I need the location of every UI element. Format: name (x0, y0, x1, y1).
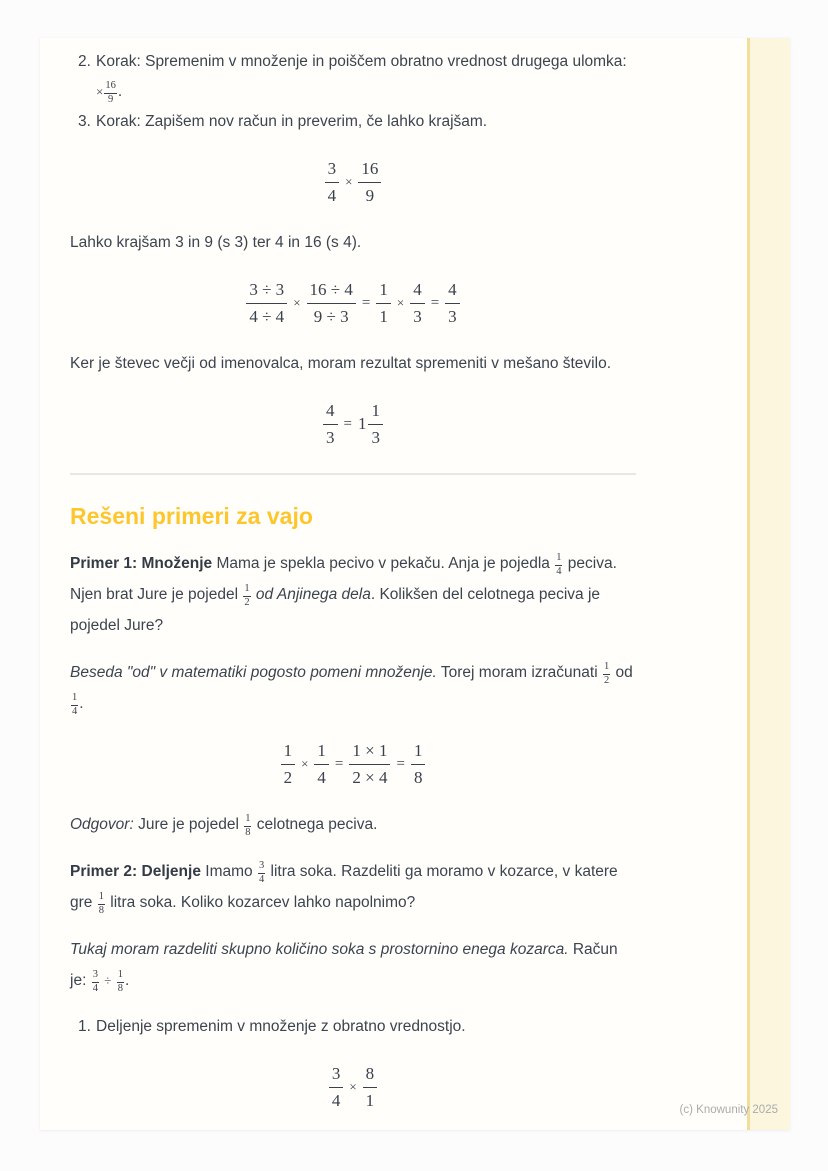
odgovor-label: Odgovor: (70, 816, 134, 834)
whole-number: 1 (357, 414, 367, 434)
italic-phrase: od Anjinega dela (255, 586, 371, 604)
step-text-suffix: . (117, 83, 123, 100)
fraction: $\frac{4}{3}$ (445, 280, 460, 326)
fraction: $\frac{16 \div 4}{9 \div 3}$ (307, 280, 356, 326)
fraction: $\frac{1 \times 1}{2 \times 4}$ (349, 741, 390, 787)
equals-sign: = (343, 415, 352, 432)
inline-fraction: $\frac{1}{2}$ (603, 660, 610, 687)
fraction: $\frac{4}{3}$ (323, 401, 338, 447)
times-operator: × (293, 295, 301, 311)
step-item-1 (70, 1012, 636, 1042)
times-operator: × (345, 174, 353, 190)
primer1-label: Primer 1: Množenje (70, 555, 213, 573)
fraction: $\frac{3 \div 3}{4 \div 4}$ (246, 280, 287, 326)
times-operator: × (301, 756, 309, 772)
paragraph-tukaj: Tukaj moram razdeliti skupno količino soka s prostornino enega kozarca. Račun je: $\frac{3}{4}$ ÷ $\frac{1}{8}$ . (70, 941, 618, 995)
list-marker: 1. (78, 1018, 91, 1036)
times-operator: × (396, 295, 405, 311)
step-text-main: Korak: Spremenim v množenje in poiščem obratno vrednost drugega ulomka: (96, 53, 627, 70)
inline-fraction: $\frac{3}{4}$ (258, 859, 265, 886)
list-marker: 2. (78, 53, 91, 70)
primer2-label: Primer 2: Deljenje (70, 863, 201, 881)
fraction: $\frac{3}{4}$ (325, 159, 340, 205)
steps-list (70, 47, 636, 137)
division-operator: ÷ (104, 973, 112, 989)
formula-primer1 (70, 741, 636, 787)
fraction: $\frac{1}{1}$ (376, 280, 391, 326)
inline-fraction: $\frac{3}{4}$ (92, 968, 98, 995)
equals-sign: = (334, 755, 344, 772)
equals-sign: = (430, 294, 440, 311)
italic-phrase: Beseda "od" v matematiki pogosto pomeni množenje. (70, 664, 437, 682)
step-text (96, 47, 636, 107)
equals-sign: = (396, 755, 405, 772)
document-page (40, 38, 790, 1130)
inline-fraction: $\frac{1}{4}$ (556, 551, 562, 578)
paragraph-primer2: Primer 2: Deljenje Imamo $\frac{3}{4}$ litra soka. Razdeliti ga moramo v kozarce, v katere gre $\frac{1}{8}$ litra soka. Koliko kozarcev lahko napolnimo? (70, 859, 618, 917)
formula-mixed-number (70, 401, 636, 447)
fraction: $\frac{1}{4}$ (314, 741, 329, 787)
fraction: $\frac{8}{1}$ (363, 1064, 378, 1110)
fraction: $\frac{3}{4}$ (329, 1064, 344, 1110)
paragraph-primer1: Primer 1: Množenje Mama je spekla pecivo v pekaču. Anja je pojedla $\frac{1}{4}$ peciva. Njen brat Jure je pojedel $\frac{1}{2}$ od Anjinega dela. Kolikšen del celotnega peciva je pojedel Jure? (70, 551, 617, 635)
inline-fraction: $\frac{16}{9}$ (105, 79, 116, 105)
step-item-2 (70, 47, 636, 107)
fraction: $\frac{1}{3}$ (368, 401, 383, 447)
page-edge-highlight (747, 38, 790, 1130)
paragraph-odgovor: Odgovor: Jure je pojedel $\frac{1}{8}$ celotnega peciva. (70, 812, 378, 839)
primer2-steps-list (70, 1012, 636, 1042)
fraction: $\frac{16}{9}$ (358, 159, 381, 205)
formula-primer2 (70, 1064, 636, 1110)
inline-fraction: $\frac{1}{4}$ (72, 691, 78, 718)
formula-initial-multiplication (70, 159, 636, 205)
times-operator: × (96, 84, 104, 99)
page-content (70, 38, 636, 1132)
step-text: Korak: Zapišem nov račun in preverim, če lahko krajšam. (96, 113, 488, 130)
paragraph-krajsam: Lahko krajšam 3 in 9 (s 3) ter 4 in 16 (s 4). (70, 234, 362, 252)
times-operator: × (349, 1079, 357, 1095)
inline-fraction: $\frac{1}{2}$ (244, 582, 250, 609)
equals-sign: = (361, 294, 371, 311)
inline-fraction: $\frac{1}{8}$ (98, 890, 104, 917)
inline-fraction: $\frac{1}{8}$ (245, 812, 251, 839)
list-marker: 3. (78, 113, 91, 130)
step-item-3 (70, 107, 636, 137)
paragraph-stevec: Ker je števec večji od imenovalca, moram rezultat spremeniti v mešano število. (70, 355, 611, 373)
inline-fraction: $\frac{1}{8}$ (117, 968, 123, 995)
fraction: $\frac{1}{2}$ (281, 741, 296, 787)
section-heading: Rešeni primeri za vajo (70, 503, 313, 530)
fraction: $\frac{1}{8}$ (411, 741, 426, 787)
fraction: $\frac{4}{3}$ (410, 280, 425, 326)
italic-phrase: Tukaj moram razdeliti skupno količino soka s prostornino enega kozarca. (70, 941, 569, 959)
copyright-footer: (c) Knowunity 2025 (679, 1104, 778, 1116)
paragraph-beseda: Beseda "od" v matematiki pogosto pomeni množenje. Torej moram izračunati $\frac{1}{2}$ od $\frac{1}{4}$ . (70, 660, 633, 718)
step-text: Deljenje spremenim v množenje z obratno vrednostjo. (96, 1018, 466, 1036)
section-divider (70, 473, 636, 475)
formula-simplification (70, 280, 636, 326)
